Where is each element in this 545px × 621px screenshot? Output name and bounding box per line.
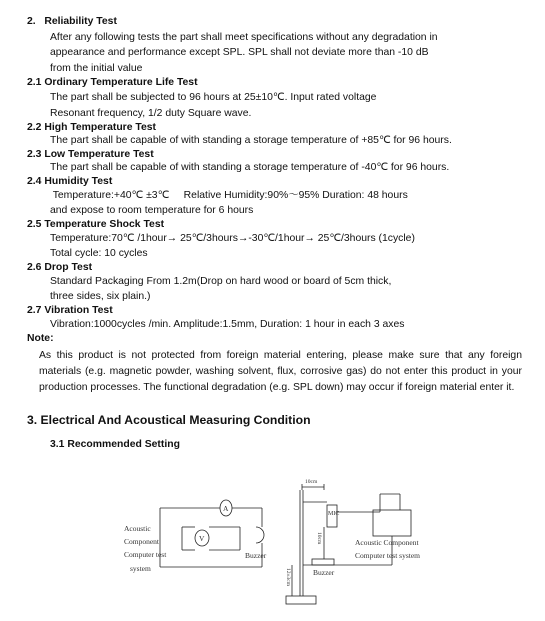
test-2-2-text: The part shall be capable of with standing a storage temperature of +85℃ for 96 hours. [50, 135, 452, 146]
section-3-heading: 3. Electrical And Acoustical Measuring Condition [27, 413, 311, 427]
test-2-1-text: The part shall be subjected to 96 hours at 25±10℃. Input rated voltage [50, 92, 377, 103]
note-text: materials (e.g. magnetic powder, washing solvent, flux, corrosive gas) do not enter this product in your [39, 366, 522, 377]
dim-stand-label: 12±3cm [285, 568, 291, 586]
intro-line: After any following tests the part shall meet specifications without any degradation in [50, 32, 438, 43]
left-label-line: Acoustic [124, 524, 151, 533]
right-label-line: Acoustic Component [355, 538, 419, 547]
test-2-5-heading: 2.5 Temperature Shock Test [27, 219, 165, 230]
test-2-4-heading: 2.4 Humidity Test [27, 176, 113, 187]
test-2-3-heading: 2.3 Low Temperature Test [27, 149, 154, 160]
stand-base-icon [286, 596, 316, 604]
section-title: Reliability Test [44, 16, 117, 27]
section-number: 2. [27, 16, 36, 27]
note-label: Note: [27, 333, 54, 344]
voltmeter-label: V [199, 534, 205, 543]
test-2-7-heading: 2.7 Vibration Test [27, 305, 113, 316]
left-label-line: system [130, 564, 151, 573]
test-2-1-text: Resonant frequency, 1/2 duty Square wave. [50, 108, 252, 119]
test-system-box [373, 510, 411, 536]
test-2-4-text: and expose to room temperature for 6 hours [50, 205, 254, 216]
section-3-1-heading: 3.1 Recommended Setting [50, 439, 180, 450]
test-2-6-text: Standard Packaging From 1.2m(Drop on hard wood or board of 5cm thick, [50, 276, 392, 287]
intro-line: from the initial value [50, 63, 143, 74]
test-2-4-text: Temperature:+40℃ ±3℃ Relative Humidity:90%～95% Duration: 48 hours [50, 190, 408, 201]
dim-top-label: 10cm [305, 479, 318, 485]
intro-line: appearance and performance except SPL. SPL shall not deviate more than -10 dB [50, 47, 429, 58]
test-2-5-text: Total cycle: 10 cycles [50, 248, 148, 259]
dim-gap-label: 10cm [316, 532, 322, 545]
test-2-5-text: Temperature:70℃ /1hour→ 25℃/3hours→-30℃/1hour→ 25℃/3hours (1cycle) [50, 233, 415, 244]
test-2-7-text: Vibration:1000cycles /min. Amplitude:1.5mm, Duration: 1 hour in each 3 axes [50, 319, 405, 330]
right-label-line: Computer test system [355, 551, 420, 560]
ammeter-label: A [223, 504, 229, 513]
test-2-3-text: The part shall be capable of with standing a storage temperature of -40℃ for 96 hours. [50, 162, 450, 173]
buzzer-left-label: Buzzer [245, 551, 267, 560]
test-2-1-heading: 2.1 Ordinary Temperature Life Test [27, 77, 198, 88]
buzzer-right-label: Buzzer [313, 568, 335, 577]
left-label-line: Computer test [124, 550, 167, 559]
note-text: production processes. The functional degradation (e.g. SPL down) may occur if foreign material enter it. [39, 382, 515, 393]
buzzer-symbol-left [256, 527, 264, 543]
mic-label: MIC [328, 511, 340, 517]
note-text: As this product is not protected from foreign material entering, please make sure that any foreign [39, 350, 522, 361]
test-2-6-text: three sides, six plain.) [50, 291, 151, 302]
left-label-line: Component [124, 537, 159, 546]
test-2-6-heading: 2.6 Drop Test [27, 262, 93, 273]
test-2-2-heading: 2.2 High Temperature Test [27, 122, 156, 133]
buzzer-icon-right [312, 559, 334, 565]
